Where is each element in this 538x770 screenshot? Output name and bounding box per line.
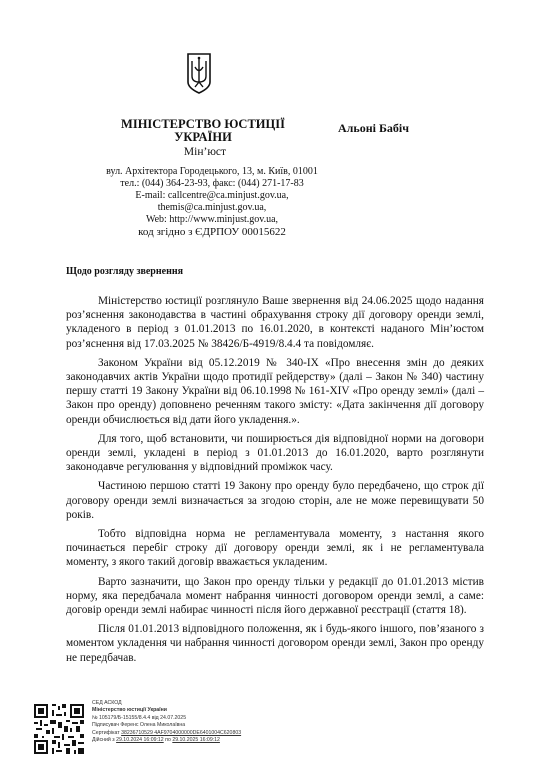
ministry-name-line1: МІНІСТЕРСТВО ЮСТИЦІЇ: [121, 117, 285, 131]
valid-from-label: Дійсний з: [92, 737, 115, 744]
paragraph: Законом України від 05.12.2019 № 340-ІХ «Про внесення змін до деяких законодавчих актів України щодо протидії рейдерству» (далі – Закон № 340) частину першу статті 19 Закону України від 06.10.1998 № 161-XIV «Про оренду землі» (далі – Закон про оренду) доповнено реченням такого змісту: «Дата закінчення дії договору оренди обчислюється від дати його укладення.».: [66, 356, 484, 426]
e-signature-block: [32, 700, 492, 764]
recipient-name: Альоні Бабіч: [338, 121, 410, 135]
paragraph: Варто зазначити, що Закон про оренду тільки у редакції до 01.01.2013 містив норму, яка передбачала момент набрання чинності договором оренди землі, а саме: договір оренди землі набирає чинності після його державної реєстрації (стаття 18).: [66, 575, 484, 617]
website: Web: http://www.minjust.gov.ua,: [145, 214, 279, 225]
letter-body: [66, 294, 484, 670]
signature-doc-number: № 105179/Б-15155/8.4.4 від 24.07.2025: [92, 714, 187, 721]
certificate-number: 38236710529 4AF9704000000DE6401004C620803: [121, 729, 242, 736]
signature-signer: Підписувач Ференс Олена Миколаївна: [92, 722, 186, 729]
paragraph: Після 01.01.2013 відповідного положення, як і будь-якого іншого, пов’язаного з моментом укладення чи набрання чинності договором оренди землі, Закон про оренду не передбачав.: [66, 623, 484, 664]
valid-from: 29.10.2024 16:09:12: [116, 737, 164, 744]
ministry-short-name: Мін’юст: [183, 146, 227, 158]
valid-to: 29.10.2025 16:09:12: [172, 737, 220, 744]
address: вул. Архітектора Городецького, 13, м. Київ, 01001: [106, 166, 318, 177]
subject-line: Щодо розгляду звернення: [66, 266, 183, 277]
paragraph: Міністерство юстиції розглянуло Ваше звернення від 24.06.2025 щодо надання роз’яснення законодавства в частині обрахування строку дії договору оренди землі, укладеного в період з 01.01.2013 по 16.01.2020, в контексті наданого Мін’юстом роз’яснення від 17.03.2025 № 38426/Б-4919/8.4.4 та повідомляє.: [66, 295, 484, 350]
signature-validity: [92, 737, 241, 744]
signature-org: Міністерство юстиції України: [92, 707, 167, 714]
ministry-name-line2: УКРАЇНИ: [174, 130, 232, 144]
valid-to-label: по: [165, 737, 171, 744]
signature-certificate: [92, 730, 241, 737]
trident-emblem-icon: [186, 52, 212, 94]
email-2: themis@ca.minjust.gov.ua,: [157, 202, 267, 213]
paragraph: Для того, щоб встановити, чи поширюється дія відповідної норми на договори оренди землі, укладені в період з 01.01.2013 до 16.01.2020, варто розглянути законодавче регулювання у відповідний проміжок часу.: [66, 432, 484, 474]
signature-system: СЕД АСКОД: [92, 700, 122, 706]
certificate-label: Сертифікат: [92, 729, 120, 736]
e-signature-text: [92, 700, 241, 744]
edrpou-code: код згідно з ЄДРПОУ 00015622: [138, 226, 286, 238]
paragraph: Тобто відповідна норма не регламентувала моменту, з настання якого починається перебіг строку дії договору оренди землі, як і не регламентувала моменту, з якого такий договір вважається укладеним.: [66, 528, 484, 569]
phones: тел.: (044) 364-23-93, факс: (044) 271-17-83: [120, 178, 304, 189]
paragraph: Частиною першою статті 19 Закону про оренду було передбачено, що строк дії договору оренди землі визначається за згодою сторін, але не може перевищувати 50 років.: [66, 480, 484, 521]
ministry-name: [118, 118, 288, 144]
qr-code-icon: [32, 702, 86, 756]
email-1: E-mail: callcentre@ca.minjust.gov.ua,: [135, 190, 289, 201]
